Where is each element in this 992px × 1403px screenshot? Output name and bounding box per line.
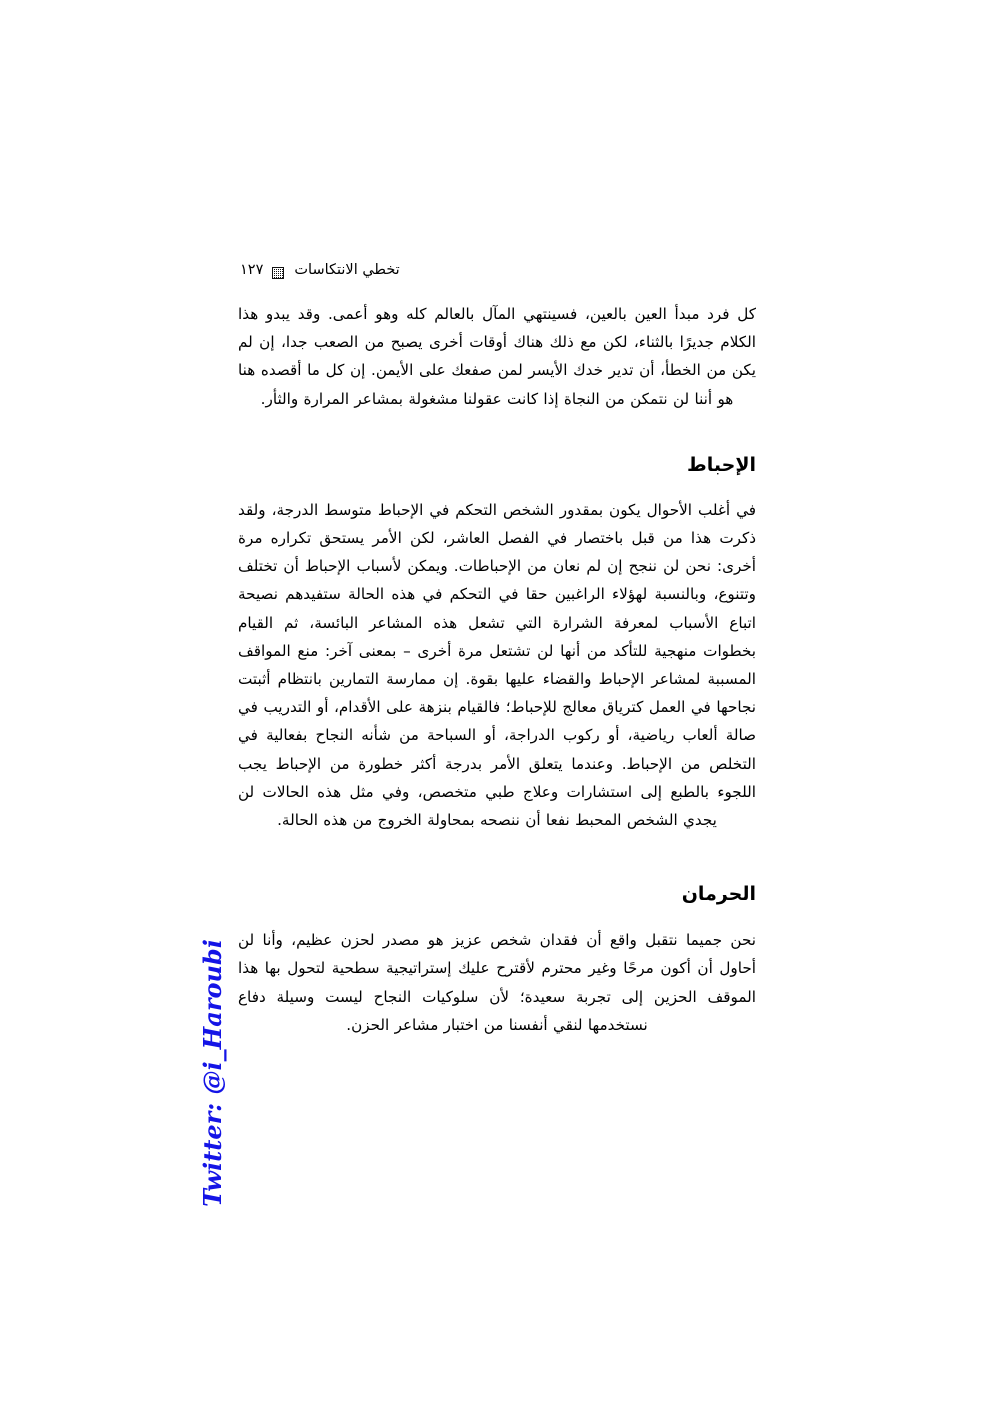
section-heading-frustration: الإحباط <box>687 453 756 476</box>
spacer <box>238 908 756 926</box>
section-heading-deprivation: الحرمان <box>681 883 756 906</box>
paragraph-deprivation: نحن جميما نتقبل واقع أن فقدان شخص عزيز هو مصدر لحزن عظيم، وأنا لن أحاول أن أكون مرحًا وغير محترم لأقترح عليك إستراتيجية سطحية لتحول بها هذا الموقف الحزين إلى تجربة سعيدة؛ لأن سلوكيات النجاح ليست وسيلة دفاع نستخدمها لنقي أنفسنا من اختبار مشاعر الحزن. <box>238 931 756 1034</box>
running-header <box>240 258 755 282</box>
header-chapter-title: تخطي الانتكاسات <box>294 261 400 278</box>
paragraph-frustration: في أغلب الأحوال يكون بمقدور الشخص التحكم في الإحباط متوسط الدرجة، ولقد ذكرت هذا من قبل باختصار في الفصل العاشر، لكن الأمر يستحق تكراره مرة أخرى: نحن لن ننجح إن لم نعان من الإحباطات. ويمكن لأسباب الإحباط أن تختلف وتتنوع، وبالنسبة لهؤلاء الراغبين حقا في التحكم في هذه الحالة ستفيدهم نصيحة اتباع الأسباب لمعرفة الشرارة التي تشعل هذه المشاعر البائسة، ثم القيام بخطوات منهجية للتأكد من أنها لن تشتعل مرة أخرى – بمعنى آخر: منع المواقف المسببة لمشاعر الإحباط والقضاء عليها بقوة. إن ممارسة التمارين بانتظام أثبتت نجاحها في العمل كترياق معالج للإحباط؛ فالقيام بنزهة على الأقدام، أو التدريب في صالة ألعاب رياضية، أو ركوب الدراجة، أو السباحة من شأنه النجاح بفعالية في التخلص من الإحباط. وعندما يتعلق الأمر بدرجة أكثر خطورة من الإحباط يجب اللجوء بالطبع إلى استشارات وعلاج طبي متخصص، وفي مثل هذه الحالات لن يجدي الشخص المحبط نفعا أن ننصحه بمحاولة الخروج من هذه الحالة. <box>238 500 756 830</box>
spacer <box>238 834 756 880</box>
spacer <box>238 413 756 451</box>
hatched-square-ornament-icon <box>272 264 285 277</box>
spacer <box>238 479 756 496</box>
page-number: ١٢٧ <box>240 261 264 278</box>
paragraph-intro: كل فرد مبدأ العين بالعين، فسينتهي المآل بالعالم كله وهو أعمى. وقد يبدو هذا الكلام جديرًا بالثناء، لكن مع ذلك هناك أوقات أخرى يصبح من الصعب جدا، إن لم يكن من الخطأ، أن تدير خدك الأيسر لمن صفعك على الأيمن. إن كل ما أقصده هنا هو أننا لن نتمكن من النجاة إذا كانت عقولنا مشغولة بمشاعر المرارة والثأر. <box>238 305 756 408</box>
body-content <box>238 300 756 1039</box>
twitter-watermark <box>196 939 230 1207</box>
twitter-watermark-text: Twitter: @i_Haroubi <box>198 939 227 1207</box>
